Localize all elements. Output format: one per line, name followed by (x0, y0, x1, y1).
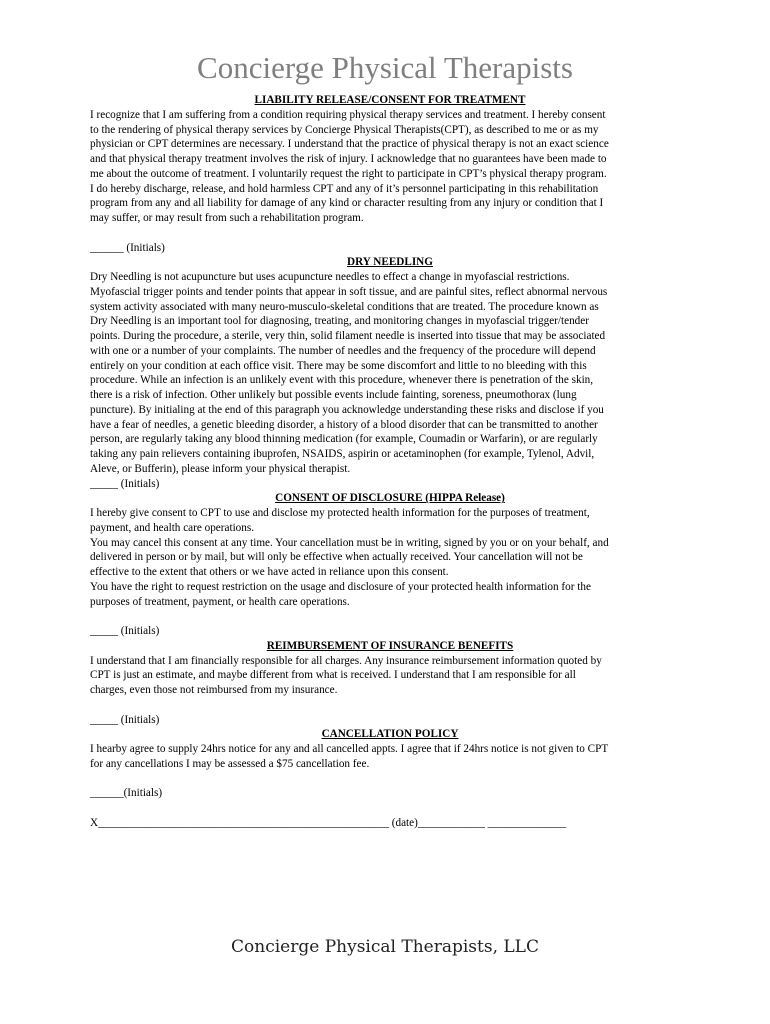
initials-line: ______(Initials) (90, 787, 163, 800)
initials-line: ______ (Initials) (90, 241, 165, 254)
section-heading-cancellation-policy: CANCELLATION POLICY (321, 728, 459, 741)
paragraph-line: I recognize that I am suffering from a condition requiring physical therapy services and treatment. I hereby consent (90, 108, 606, 121)
paragraph-line: entirely on your condition at each office visit. There may be some discomfort and little to no bleeding with this (90, 359, 587, 372)
initials-line: _____ (Initials) (90, 625, 160, 637)
document-footer: Concierge Physical Therapists, LLC (231, 937, 539, 957)
paragraph-line: person, are regularly taking any blood thinning medication (for example, Coumadin or Warfarin), or are regularly (90, 433, 598, 446)
paragraph-line: and that physical therapy treatment involves the risk of injury. I acknowledge that no guarantees have been made to (90, 153, 607, 165)
paragraph-line: Dry Needling is an important tool for diagnosing, treating, and monitoring changes in myofascial trigger/tender (90, 315, 589, 328)
form-body (90, 93, 690, 831)
blank-line (90, 772, 690, 787)
paragraph-line: to the rendering of physical therapy services by Concierge Physical Therapists(CPT), as described to me or as my (90, 123, 599, 136)
paragraph-line: CPT is just an estimate, and maybe different from what is received. I understand that I am responsible for all (90, 669, 576, 682)
section-heading-consent-of-disclosure-hippa-release: CONSENT OF DISCLOSURE (HIPPA Release) (275, 492, 505, 505)
blank-line (90, 698, 690, 713)
blank-line (90, 609, 690, 624)
signature-date-line: X____________________________________________________ (date)____________ ______________ (90, 816, 567, 829)
blank-line (90, 801, 690, 816)
paragraph-line: have a fear of needles, a genetic bleeding disorder, a history of a blood disorder that can be transmitted to another (90, 418, 598, 431)
blank-line (90, 226, 690, 241)
paragraph-line: physician or CPT determines are necessary. I understand that the practice of physical therapy is not an exact science (90, 138, 609, 151)
paragraph-line: there is a risk of infection. Other unlikely but possible events include fainting, soreness, pneumothorax (lung (90, 389, 577, 401)
paragraph-line: I hereby give consent to CPT to use and disclose my protected health information for the purposes of treatment, (90, 507, 590, 519)
paragraph-line: payment, and health care operations. (90, 521, 255, 534)
paragraph-line: You may cancel this consent at any time. Your cancellation must be in writing, signed by you or on your behalf, and (90, 536, 609, 549)
paragraph-line: effective to the extent that others or we have acted in reliance upon this consent. (90, 566, 449, 578)
paragraph-line: for any cancellations I may be assessed a $75 cancellation fee. (90, 757, 370, 770)
initials-line: _____ (Initials) (90, 477, 160, 490)
section-heading-reimbursement-of-insurance-benefits: REIMBURSEMENT OF INSURANCE BENEFITS (266, 639, 514, 652)
paragraph-line: program from any and all liability for damage of any kind or character resulting from any injury or condition that I (90, 197, 604, 210)
paragraph-line: puncture). By initialing at the end of this paragraph you acknowledge understanding these risks and disclose if you (90, 403, 604, 416)
paragraph-line: I understand that I am financially responsible for all charges. Any insurance reimbursement information quoted by (90, 654, 602, 667)
section-heading-dry-needling: DRY NEEDLING (347, 256, 433, 269)
paragraph-line: I hearby agree to supply 24hrs notice for any and all cancelled appts. I agree that if 24hrs notice is not given to CPT (90, 743, 609, 755)
section-heading-liability-release-consent-for-treatment: LIABILITY RELEASE/CONSENT FOR TREATMENT (254, 94, 526, 106)
paragraph-line: Aleve, or Bufferin), please inform your physical therapist. (90, 462, 351, 475)
paragraph-line: Dry Needling is not acupuncture but uses acupuncture needles to effect a change in myofascial restrictions. (90, 271, 570, 283)
initials-line: _____ (Initials) (90, 713, 160, 726)
paragraph-line: delivered in person or by mail, but will only be effective when actually received. Your cancellation will not be (90, 551, 583, 564)
paragraph-line: with one or a number of your complaints. The number of needles and the frequency of the procedure will depend (90, 344, 596, 357)
paragraph-line: I do hereby discharge, release, and hold harmless CPT and any of it’s personnel participating in this rehabilitation (90, 182, 599, 195)
paragraph-line: points. During the procedure, a sterile, very thin, solid filament needle is inserted into tissue that may be associated (90, 330, 606, 342)
paragraph-line: me about the outcome of treatment. I voluntarily request the right to participate in CPT’s physical therapy program. (90, 167, 607, 180)
paragraph-line: charges, even those not reimbursed from my insurance. (90, 684, 338, 696)
paragraph-line: system activity associated with many neuro-musculo-skeletal conditions that are treated. The procedure known as (90, 300, 599, 313)
paragraph-line: Myofascial trigger points and tender points that appear in soft tissue, and are painful sites, reflect abnormal nervous (90, 285, 608, 298)
paragraph-line: purposes of treatment, payment, or health care operations. (90, 595, 350, 608)
paragraph-line: taking any pain relievers containing ibuprofen, NSAIDS, aspirin or acetaminophen (for example, Tylenol, Advil, (90, 448, 595, 460)
paragraph-line: may suffer, or may result from such a rehabilitation program. (90, 212, 364, 224)
paragraph-line: procedure. While an infection is an unlikely event with this procedure, whenever there is penetration of the skin, (90, 374, 594, 387)
document-title: Concierge Physical Therapists (197, 50, 573, 85)
paragraph-line: You have the right to request restriction on the usage and disclosure of your protected health information for the (90, 580, 591, 593)
